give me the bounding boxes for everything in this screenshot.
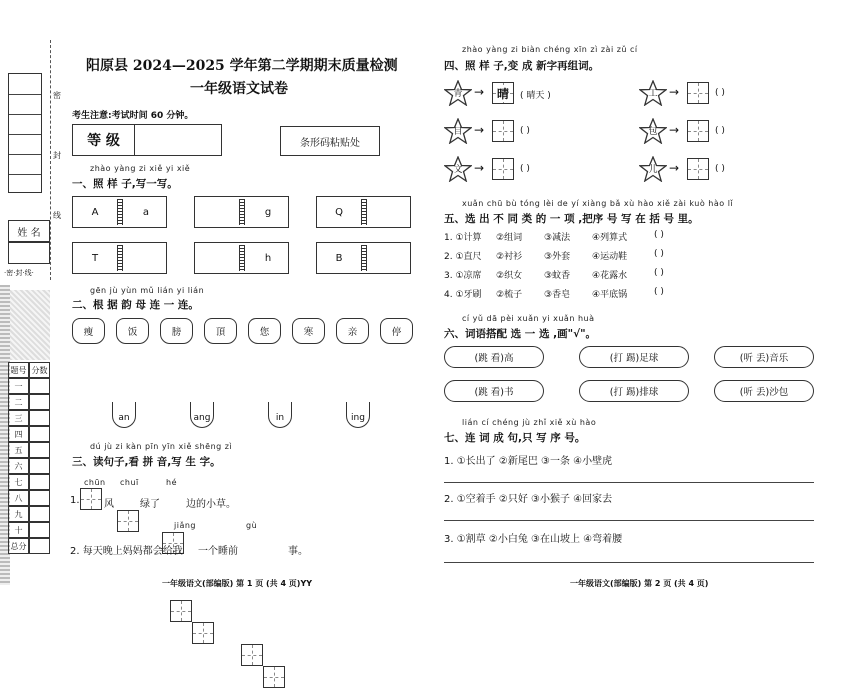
s7-q3: 3. ①割草 ②小白兔 ③在山坡上 ④弯着腰 [444,534,623,545]
barcode-label: 条形码粘贴处 [300,137,360,149]
word-blank[interactable]: ( ) [715,126,725,136]
notebook-right-page[interactable]: h [264,252,272,264]
notebook-spiral [239,199,245,225]
char-write-box[interactable] [687,158,709,180]
s5-rows [444,230,844,310]
char-write-box[interactable] [687,120,709,142]
notebook-spiral [361,199,367,225]
option-text: ④运动鞋 [592,252,628,262]
option-text: ②梳子 [496,290,523,300]
score-row [8,394,50,410]
s7-pinyin: lián cí chéng jù zhǐ xiě xù hào [462,418,597,427]
option-text: ④花露水 [592,271,628,281]
s7-q1-answer-line[interactable] [444,482,814,483]
s2-pinyin: gēn jù yùn mǔ lián yi lián [90,286,205,295]
option-text: 3. ①凉席 [444,271,482,281]
binding-char-feng: 封 [53,151,61,160]
score-row-label: 十 [8,522,29,538]
notebook-spiral [361,245,367,271]
s5-pinyin: xuǎn chū bù tóng lèi de yí xiàng bǎ xù hào xiě zài kuò hào lǐ [462,199,734,208]
score-row-value[interactable] [29,522,50,538]
s3-q2-b: 一个睡前 [198,546,238,557]
notebook-right-page[interactable]: g [264,206,272,218]
name-box [8,220,50,242]
s7-q2-answer-line[interactable] [444,520,814,521]
score-row-label: 九 [8,506,29,522]
score-row-value[interactable] [29,378,50,394]
notebook-spiral [117,245,123,271]
s3-q2-py-1: jiǎng [174,521,196,530]
score-row [8,522,50,538]
answer-paren[interactable]: ( ) [654,230,664,240]
s3-q2-box-1[interactable] [170,600,192,622]
s2-title: 二、根 据 韵 母 连 一 连。 [72,299,199,311]
letter-notebook [316,196,411,228]
notebook-left-page[interactable]: T [91,252,99,264]
phrase-oval[interactable]: (打 踢)排球 [579,380,689,402]
s5-title: 五、选 出 不 同 类 的 一 项 ,把序 号 写 在 括 号 里。 [444,213,699,225]
option-text: 2. ①直尺 [444,252,482,262]
s2-char-row [72,318,417,348]
star-icon: 儿 [639,156,667,182]
phrase-oval[interactable]: (听 丢)音乐 [714,346,814,368]
star-icon: 文 [444,156,472,182]
exam-title: 阳原县 2024—2025 学年第二学期期末质量检测 [86,58,398,74]
word-blank[interactable]: ( ) [715,164,725,174]
final-hook[interactable]: an [112,402,136,428]
binding-dash-line [50,40,51,280]
char-shield[interactable]: 膀 [160,318,193,344]
binding-char-xian: 线 [53,211,61,220]
binding-strip [0,0,62,609]
score-row-value[interactable] [29,506,50,522]
score-row-label: 八 [8,490,29,506]
notebook-left-page[interactable]: Q [335,206,343,218]
word-blank[interactable]: ( 晴天 ) [520,91,551,101]
answer-paren[interactable]: ( ) [654,249,664,259]
letter-notebook [72,242,167,274]
answer-paren[interactable]: ( ) [654,268,664,278]
page-2 [430,0,860,609]
letter-notebook [316,242,411,274]
score-row-label: 总分 [8,538,29,554]
char-shield[interactable]: 瘦 [72,318,105,344]
s2-final-row [72,402,417,432]
score-row-value[interactable] [29,458,50,474]
page-2-footer: 一年级语文(部编版) 第 2 页 (共 4 页) [570,579,709,588]
option-text: ③香皂 [544,290,571,300]
notebook-right-page[interactable] [368,243,412,273]
score-row [8,378,50,394]
s3-q1-py-1: chūn [84,478,106,487]
char-write-box[interactable] [492,120,514,142]
score-row [8,426,50,442]
score-table [8,362,50,554]
notebook-left-page[interactable]: B [335,252,343,264]
char-write-box[interactable] [492,158,514,180]
star-icon: 工 [639,80,667,106]
s3-q1-py-3: hé [166,478,177,487]
arrow-icon: → [669,161,680,175]
s3-q2-box-2[interactable] [192,622,214,644]
letter-notebook [194,196,289,228]
s3-q1-box-2[interactable] [117,510,139,532]
notebook-right-page[interactable] [124,243,168,273]
score-row-label: 五 [8,442,29,458]
s3-q1-py-2: chuī [120,478,139,487]
s3-q1-b: 绿了 [140,499,160,510]
grade-label: 等 级 [73,125,135,155]
score-row-label: 二 [8,394,29,410]
score-row-label: 七 [8,474,29,490]
arrow-icon: → [474,161,485,175]
grade-box [72,124,222,156]
option-text: ③减法 [544,233,571,243]
score-row-label: 一 [8,378,29,394]
s3-title: 三、读句子,看 拼 音,写 生 字。 [72,456,221,468]
char-shield[interactable]: 亲 [336,318,369,344]
score-row-value[interactable] [29,490,50,506]
s3-q1-prefix: 1. [70,495,80,506]
s4-grid [444,80,844,195]
s1-title: 一、照 样 子,写一写。 [72,178,178,190]
char-shield[interactable]: 停 [380,318,413,344]
s3-q2-c: 事。 [288,546,308,557]
star-icon: 包 [639,118,667,144]
s3-q1-a: 风 [104,499,114,510]
score-row [8,442,50,458]
option-text: ②衬衫 [496,252,523,262]
notebook-spiral [117,199,123,225]
option-text: ②织女 [496,271,523,281]
letter-notebook [194,242,289,274]
seal-dash-text: ·密·封·线· [4,269,34,277]
score-row [8,410,50,426]
char-shield[interactable]: 饭 [116,318,149,344]
s6-title: 六、词语搭配 选 一 选 ,画"√"。 [444,328,597,340]
word-blank[interactable]: ( ) [715,88,725,98]
star-icon: 青 [444,80,472,106]
binding-shade-2 [10,290,50,360]
option-text: 4. ①牙刷 [444,290,482,300]
option-text: ②组词 [496,233,523,243]
char-shield[interactable]: 頂 [204,318,237,344]
s1-notebook-grid [72,196,417,276]
notebook-right-page[interactable]: a [142,206,150,218]
final-hook[interactable]: ang [190,402,214,428]
s7-q1: 1. ①长出了 ②新尾巴 ③一条 ④小壁虎 [444,456,613,467]
option-text: 1. ①计算 [444,233,482,243]
phrase-oval[interactable]: (打 踢)足球 [579,346,689,368]
phrase-oval[interactable]: (听 丢)沙包 [714,380,814,402]
arrow-icon: → [669,123,680,137]
s1-pinyin: zhào yàng zi xiě yi xiě [90,164,191,173]
answer-paren[interactable]: ( ) [654,287,664,297]
word-blank[interactable]: ( ) [520,164,530,174]
name-blank-box [8,242,50,264]
notebook-left-page[interactable]: A [91,206,99,218]
char-shield[interactable]: 您 [248,318,281,344]
char-shield[interactable]: 寒 [292,318,325,344]
score-row-label: 四 [8,426,29,442]
char-write-box[interactable]: 晴 [492,82,514,104]
notebook-right-page[interactable] [368,197,412,227]
exam-subtitle: 一年级语文试卷 [190,81,288,97]
notebook-spiral [239,245,245,271]
score-row-value[interactable] [29,410,50,426]
char-write-box[interactable] [687,82,709,104]
barcode-box [280,126,380,156]
option-text: ④平底锅 [592,290,628,300]
phrase-oval[interactable]: (跳 看)高 [444,346,544,368]
s3-q2-box-3[interactable] [241,644,263,666]
star-icon: 目 [444,118,472,144]
s6-pinyin: cí yǔ dā pèi xuǎn yi xuǎn huà [462,314,595,323]
s3-q1-c: 边的小草。 [186,499,236,510]
notebook-left-page[interactable] [195,197,239,227]
s4-title: 四、照 样 子,变 成 新字再组词。 [444,60,600,72]
score-row [8,458,50,474]
s3-pinyin: dú jù zi kàn pīn yīn xiě shēng zì [90,442,233,451]
s3-q2-box-4[interactable] [263,666,285,688]
s7-q2: 2. ①空着手 ②只好 ③小猴子 ④回家去 [444,494,613,505]
final-hook[interactable]: ing [346,402,370,428]
page-1 [62,0,430,609]
score-row-value[interactable] [29,442,50,458]
notebook-left-page[interactable] [195,243,239,273]
final-hook[interactable]: in [268,402,292,428]
arrow-icon: → [474,85,485,99]
s7-q3-answer-line[interactable] [444,562,814,563]
exam-notice: 考生注意:考试时间 60 分钟。 [72,111,194,121]
s3-q2-a: 2. 每天晚上妈妈都会给我 [70,546,183,557]
score-row [8,474,50,490]
word-blank[interactable]: ( ) [520,126,530,136]
phrase-oval[interactable]: (跳 看)书 [444,380,544,402]
score-row-value[interactable] [29,394,50,410]
option-text: ④列算式 [592,233,628,243]
option-text: ③外套 [544,252,571,262]
score-row [8,506,50,522]
score-row-label: 三 [8,410,29,426]
s3-q1-box-1[interactable] [80,488,102,510]
letter-notebook [72,196,167,228]
arrow-icon: → [669,85,680,99]
page-1-footer: 一年级语文(部编版) 第 1 页 (共 4 页)YY [162,579,313,588]
name-label: 姓 名 [17,227,41,239]
seat-box [8,73,42,193]
score-row [8,490,50,506]
s3-q2-py-2: gù [246,521,258,530]
score-row-value[interactable] [29,538,50,554]
option-text: ③蚊香 [544,271,571,281]
score-header-no: 题号 [8,362,29,378]
s6-grid [444,346,844,412]
score-row [8,538,50,554]
arrow-icon: → [474,123,485,137]
score-header-score: 分数 [29,362,50,378]
s7-title: 七、连 词 成 句,只 写 序 号。 [444,432,586,444]
s4-pinyin: zhào yàng zi biàn chéng xīn zì zài zǔ cí [462,45,638,54]
score-row-value[interactable] [29,474,50,490]
score-row-label: 六 [8,458,29,474]
binding-char-mi: 密 [53,91,61,100]
score-row-value[interactable] [29,426,50,442]
